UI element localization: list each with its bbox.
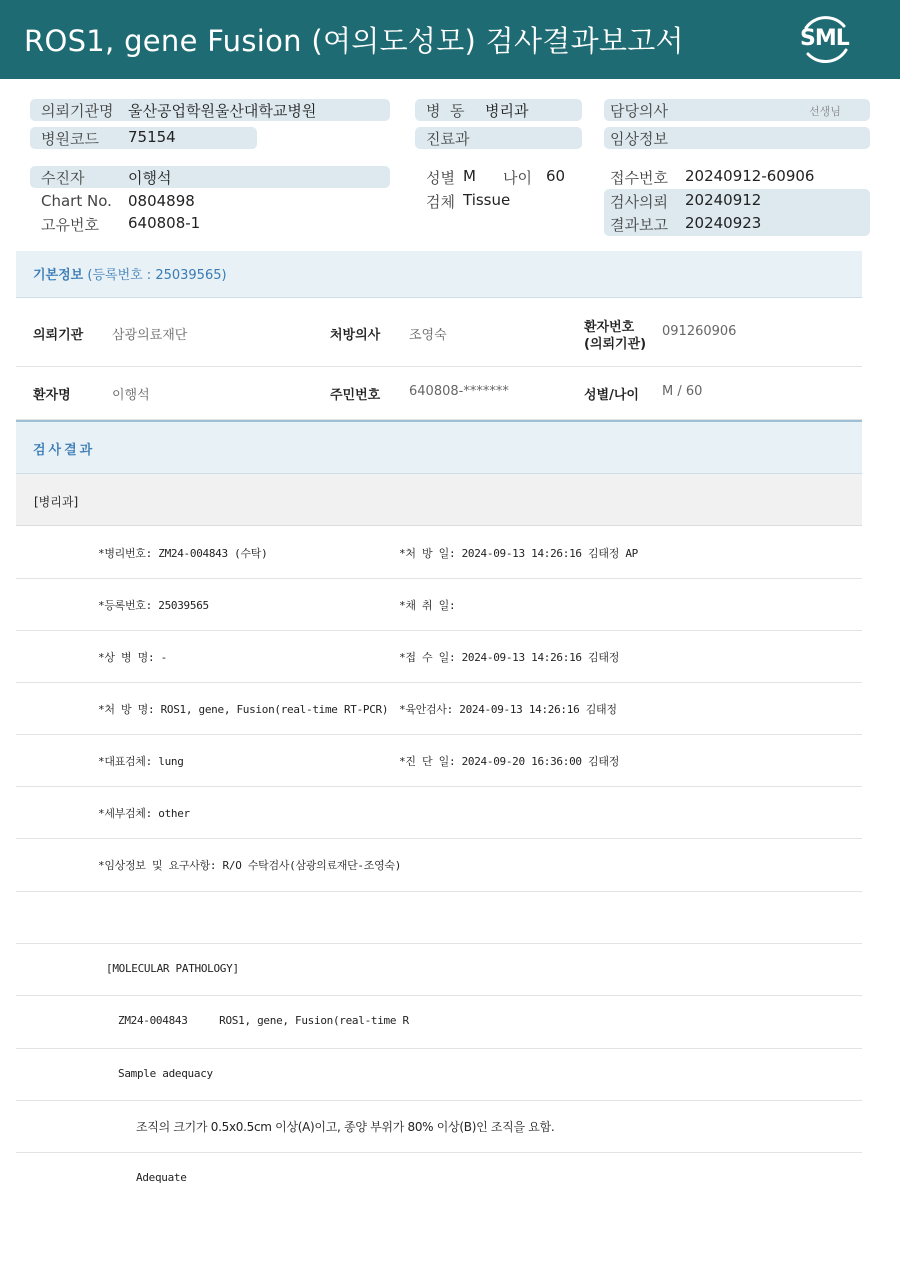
report-label: 결과보고	[610, 216, 668, 234]
request-label: 검사의뢰	[610, 193, 668, 211]
result-left: Adequate	[136, 1171, 187, 1184]
basic-key: 의뢰기관	[33, 328, 84, 343]
result-left: Sample adequacy	[118, 1067, 213, 1080]
basic-value: 640808-*******	[409, 384, 509, 399]
report-header	[0, 0, 900, 79]
patient-value: 이행석	[128, 169, 172, 187]
specimen-row	[415, 190, 585, 212]
result-line	[16, 1049, 862, 1101]
basic-info-reg: (등록번호 : 25039565)	[87, 268, 227, 283]
ward-label: 병 동	[426, 102, 465, 120]
result-right: *채 취 일:	[399, 599, 456, 612]
result-left: 조직의 크기가 0.5x0.5cm 이상(A)이고, 종양 부위가 80% 이상(B)인 조직을 요함.	[136, 1120, 555, 1134]
sex-age-row	[415, 166, 585, 188]
hospital-code-row	[30, 127, 257, 149]
dept-label: 진료과	[426, 130, 470, 148]
uid-value: 640808-1	[128, 214, 201, 232]
client-label: 의뢰기관명	[41, 102, 114, 120]
specimen-value: Tissue	[463, 191, 511, 209]
result-right: *처 방 일: 2024-09-13 14:26:16 김태정 AP	[399, 547, 638, 560]
patient-row	[30, 166, 390, 188]
result-line	[16, 735, 862, 787]
result-left: [MOLECULAR PATHOLOGY]	[106, 962, 239, 975]
age-value: 60	[546, 167, 566, 185]
result-left: *병리번호: ZM24-004843 (수탁)	[98, 547, 268, 560]
dept-row	[415, 127, 582, 149]
basic-key: (의뢰기관)	[584, 337, 647, 352]
basic-key: 환자명	[33, 388, 71, 403]
result-line	[16, 996, 862, 1049]
basic-key: 환자번호	[584, 320, 635, 335]
sml-logo	[796, 12, 854, 66]
results-title: 검사결과	[33, 443, 96, 458]
ward-value: 병리과	[485, 102, 529, 120]
chart-value: 0804898	[128, 192, 195, 210]
logo-text: SML	[800, 26, 849, 51]
clinical-row	[604, 127, 870, 149]
result-line	[16, 1153, 862, 1205]
result-left: ZM24-004843 ROS1, gene, Fusion(real-time R	[118, 1014, 409, 1027]
patient-label: 수진자	[41, 169, 85, 187]
result-left: *등록번호: 25039565	[98, 599, 209, 612]
sex-value: M	[463, 167, 476, 185]
basic-info-row-2	[16, 367, 862, 420]
hospital-code-label: 병원코드	[41, 130, 99, 148]
result-right: *진 단 일: 2024-09-20 16:36:00 김태정	[399, 755, 620, 768]
result-line	[16, 787, 862, 839]
basic-key: 주민번호	[330, 388, 381, 403]
receipt-row	[604, 166, 870, 188]
basic-value: 삼광의료재단	[112, 328, 188, 343]
report-title: ROS1, gene Fusion (여의도성모) 검사결과보고서	[24, 24, 684, 58]
pathology-dept-row	[16, 474, 862, 526]
client-value: 울산공업학원울산대학교병원	[128, 102, 317, 120]
sex-label: 성별	[426, 169, 455, 187]
specimen-label: 검체	[426, 193, 455, 211]
pathology-dept-label: [병리과]	[34, 495, 79, 509]
basic-info-title-wrap	[33, 264, 227, 283]
basic-value: 091260906	[662, 324, 737, 339]
age-label: 나이	[503, 169, 532, 187]
basic-info-row-1	[16, 298, 862, 367]
basic-value: 이행석	[112, 388, 150, 403]
report-value: 20240923	[685, 214, 762, 232]
receipt-value: 20240912-60906	[685, 167, 815, 185]
chart-label: Chart No.	[41, 192, 112, 210]
hospital-code-value: 75154	[128, 128, 176, 146]
client-row	[30, 99, 390, 121]
request-report-block	[604, 189, 870, 236]
result-line-empty	[16, 892, 862, 944]
uid-label: 고유번호	[41, 216, 99, 234]
basic-value: 조영숙	[409, 328, 447, 343]
result-line	[16, 944, 862, 996]
result-left: *임상정보 및 요구사항: R/O 수탁검사(삼광의료재단-조영숙)	[98, 859, 402, 872]
doctor-suffix: 선생님	[809, 105, 841, 118]
basic-value: M / 60	[662, 384, 703, 399]
doctor-label: 담당의사	[610, 102, 668, 120]
result-line	[16, 839, 862, 892]
result-line	[16, 683, 862, 735]
request-value: 20240912	[685, 191, 762, 209]
basic-key: 처방의사	[330, 328, 381, 343]
result-right: *접 수 일: 2024-09-13 14:26:16 김태정	[399, 651, 620, 664]
result-line	[16, 579, 862, 631]
doctor-row	[604, 99, 870, 121]
basic-info-title: 기본정보	[33, 268, 84, 283]
result-line	[16, 526, 862, 579]
results-header	[16, 420, 862, 474]
result-line	[16, 631, 862, 683]
result-line	[16, 1101, 862, 1153]
ward-row	[415, 99, 582, 121]
result-right: *육안검사: 2024-09-13 14:26:16 김태정	[399, 703, 617, 716]
result-left: *세부검체: other	[98, 807, 190, 820]
basic-info-header	[16, 251, 862, 298]
result-left: *대표검체: lung	[98, 755, 184, 768]
receipt-label: 접수번호	[610, 169, 668, 187]
uid-row	[30, 213, 390, 235]
chart-row	[30, 191, 390, 213]
result-left: *처 방 명: ROS1, gene, Fusion(real-time RT-PCR)	[98, 703, 389, 716]
basic-key: 성별/나이	[584, 388, 639, 403]
result-left: *상 병 명: -	[98, 651, 167, 664]
clinical-label: 임상정보	[610, 130, 668, 148]
